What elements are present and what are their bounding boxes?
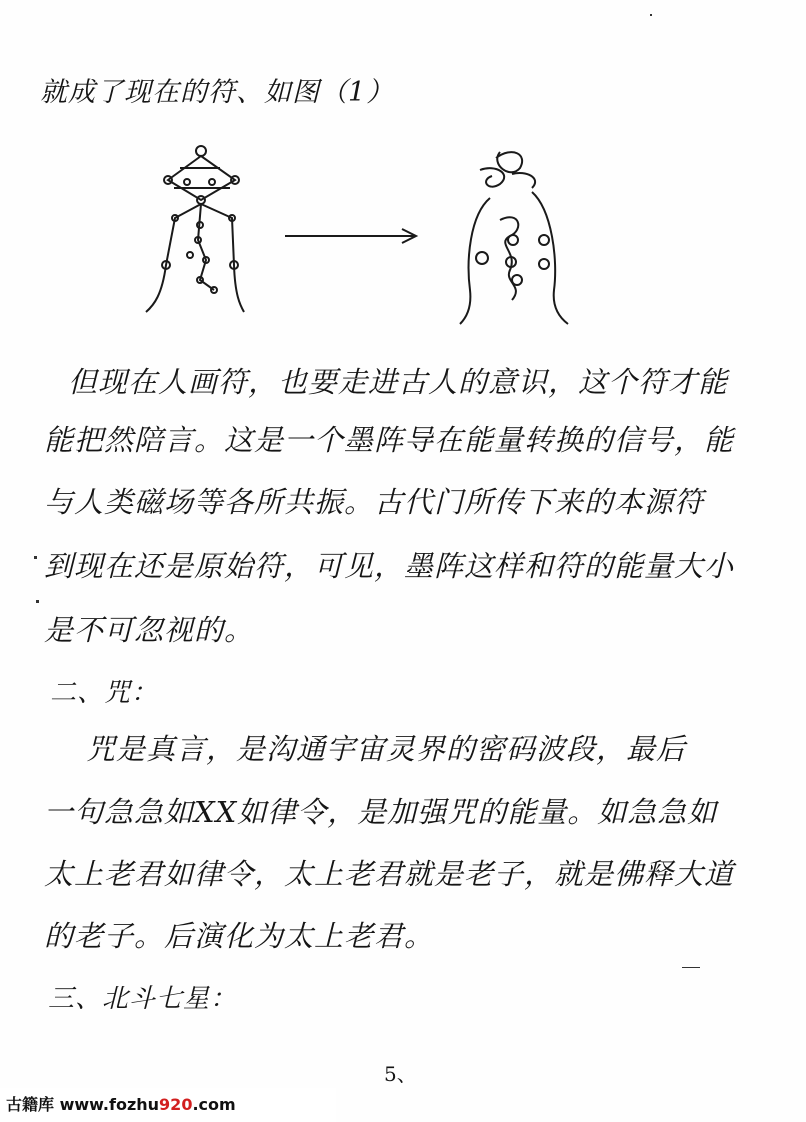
paragraph-1-line-2: 能把然陪言。这是一个墨阵导在能量转换的信号，能 [44,423,735,457]
footer-url-prefix: www.fozhu [59,1095,160,1114]
footer-url-suffix: .com [192,1095,236,1114]
scan-mark [682,967,700,968]
scan-speck [34,556,37,559]
talisman-figure [140,140,600,330]
paragraph-1-line-4: 到现在还是原始符，可见，墨阵这样和符的能量大小 [44,549,735,583]
section-2-heading: 二、咒： [50,678,159,708]
scan-speck [36,600,39,603]
scan-speck [650,14,652,16]
arrow-icon [285,229,416,243]
paragraph-2-line-1: 咒是真言，是沟通宇宙灵界的密码波段，最后 [86,732,687,766]
paragraph-2-line-4: 的老子。后演化为太上老君。 [44,919,435,953]
original-talisman-drawing [146,146,244,312]
paragraph-1-line-1: 但现在人画符，也要走进古人的意识，这个符才能 [68,365,729,399]
paragraph-2-line-3: 太上老君如律令，太上老君就是老子，就是佛释大道 [44,857,735,891]
footer-watermark [0,1088,336,1122]
section-3-heading: 三、北斗七星： [48,984,238,1014]
page-number: 5、 [384,1062,417,1086]
modern-talisman-drawing [460,152,568,324]
paragraph-1-line-5: 是不可忽视的。 [44,613,255,647]
paragraph-1-line-3: 与人类磁场等各所共振。古代门所传下来的本源符 [44,485,705,519]
paragraph-2-line-2: 一句急急如XX如律令，是加强咒的能量。如急急如 [44,795,718,829]
intro-line: 就成了现在的符、如图（1） [40,77,395,108]
footer-url-number: 920 [159,1095,193,1114]
footer-site-name: 古籍库 [6,1095,55,1114]
